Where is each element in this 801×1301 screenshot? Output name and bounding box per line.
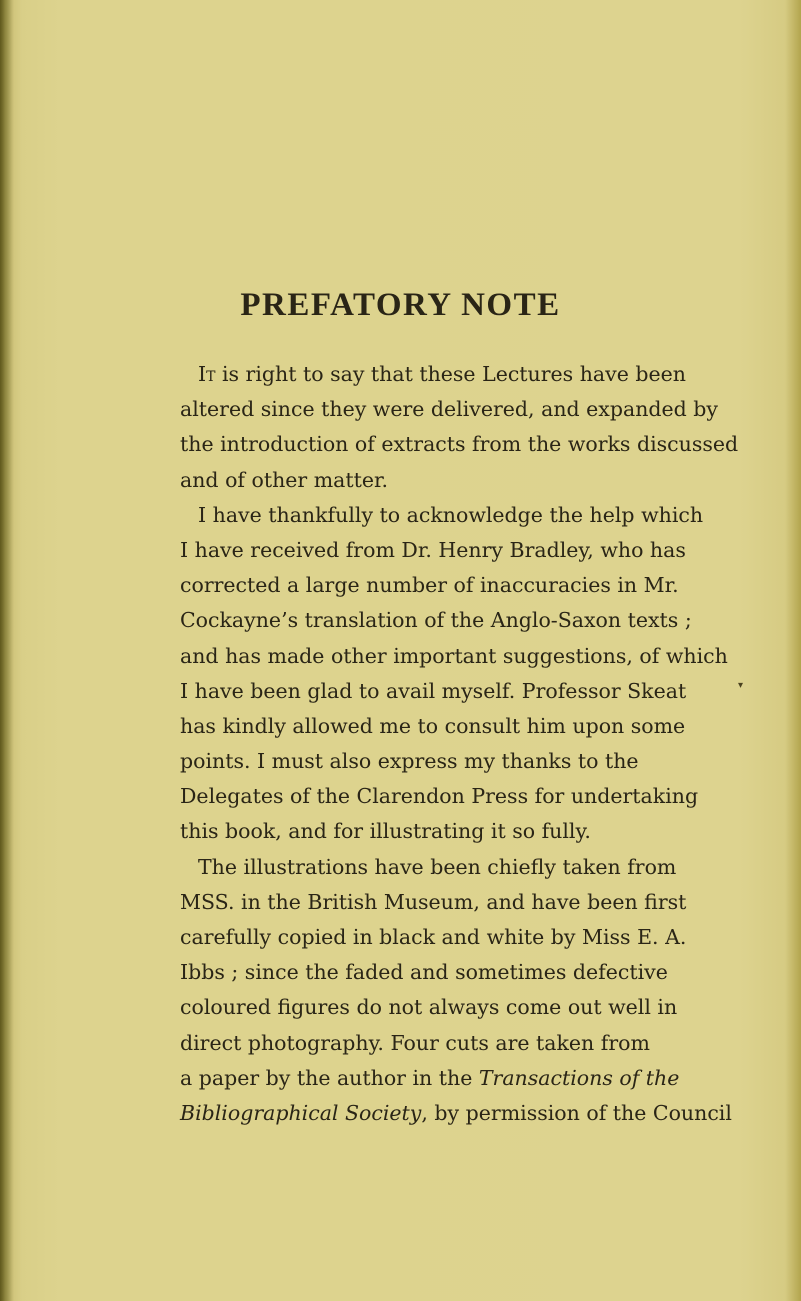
page-title: PREFATORY NOTE [240,287,561,323]
text-line: direct photography. Four cuts are taken from [180,1030,650,1055]
journal-title: Bibliographical Society [180,1100,422,1125]
text-line: a paper by the author in the Transactions of the [180,1065,680,1090]
text-line: I have thankfully to acknowledge the help which [198,502,704,527]
prefatory-note-body [180,357,739,1131]
journal-title: Transactions of the [478,1065,680,1090]
text-line: corrected a large number of inaccuracies in Mr. [180,573,679,598]
text-line: this book, and for illustrating it so fully. [180,819,591,844]
text-line: It is right to say that these Lectures have been [198,362,686,386]
text-line: I have received from Dr. Henry Bradley, who has [180,537,686,562]
text-line: carefully copied in black and white by Miss E. A. [180,925,687,949]
text-line: Ibbs ; since the faded and sometimes defective [180,960,668,985]
page-speck: ▾ [738,680,744,691]
text-line: Delegates of the Clarendon Press for undertaking [180,784,699,809]
drop-word: It [198,362,216,386]
text-line: Cockayne’s translation of the Anglo-Saxon texts ; [180,608,692,633]
text-line: points. I must also express my thanks to the [180,749,639,774]
text-line: and of other matter. [180,467,389,492]
text-line: coloured figures do not always come out well in [180,995,678,1020]
text-line: I have been glad to avail myself. Professor Skeat [180,678,687,703]
text-line: Bibliographical Society, by permission of the Council [180,1100,732,1125]
text-line: The illustrations have been chiefly taken from [198,854,677,879]
text-line: and has made other important suggestions, of which [180,643,728,668]
text-line: has kindly allowed me to consult him upon some [180,713,686,738]
text-line: MSS. in the British Museum, and have been first [180,889,687,914]
text-line: altered since they were delivered, and expanded by [180,397,718,422]
text-line: the introduction of extracts from the works discussed [180,432,739,457]
spine-shadow [0,0,14,1301]
